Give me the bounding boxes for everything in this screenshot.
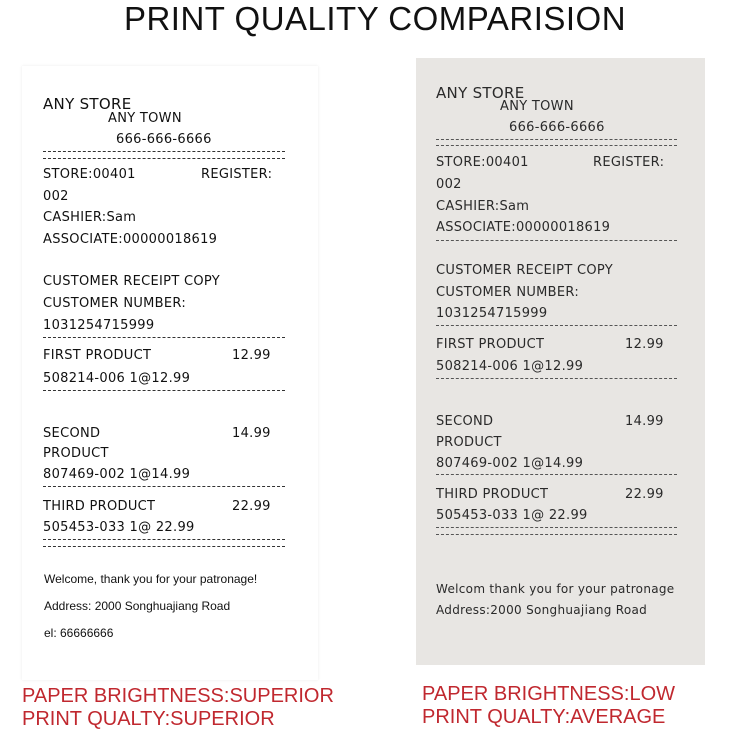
store-telephone: el: 66666666 <box>44 626 114 640</box>
item-name: FIRST PRODUCT <box>436 337 545 352</box>
item-name: SECOND <box>43 426 101 441</box>
customer-number: 1031254715999 <box>43 318 155 333</box>
item-name: THIRD PRODUCT <box>436 487 549 502</box>
receipt-superior <box>22 66 318 680</box>
customer-number-label: CUSTOMER NUMBER: <box>43 296 187 311</box>
item-price: 14.99 <box>232 426 271 441</box>
item-price: 12.99 <box>625 337 664 352</box>
divider <box>43 390 285 391</box>
store-name: ANY STORE <box>436 84 525 102</box>
divider <box>43 539 285 540</box>
register-label: REGISTER: <box>593 155 665 170</box>
register-label: REGISTER: <box>201 167 273 182</box>
cashier: CASHIER:Sam <box>436 199 530 214</box>
store-address: Address:2000 Songhuajiang Road <box>436 603 648 617</box>
paper-brightness-caption: PAPER BRIGHTNESS:LOW <box>422 683 676 705</box>
divider <box>43 158 285 159</box>
print-quality-caption: PRINT QUALTY:AVERAGE <box>422 706 666 728</box>
divider <box>436 240 677 241</box>
associate: ASSOCIATE:00000018619 <box>436 220 611 235</box>
item-code: 505453-033 1@ 22.99 <box>436 508 588 523</box>
store-town: ANY TOWN <box>108 111 182 126</box>
item-code: 505453-033 1@ 22.99 <box>43 520 195 535</box>
receipt-average <box>416 58 705 665</box>
item-code: 807469-002 1@14.99 <box>436 456 584 471</box>
item-code: 508214-006 1@12.99 <box>43 371 191 386</box>
associate: ASSOCIATE:00000018619 <box>43 232 218 247</box>
divider <box>436 378 677 379</box>
register-number: 002 <box>43 189 69 204</box>
welcome-message: Welcome, thank you for your patronage! <box>44 572 258 586</box>
cashier: CASHIER:Sam <box>43 210 137 225</box>
divider <box>436 139 677 140</box>
divider <box>43 337 285 338</box>
divider <box>436 145 677 146</box>
store-number: STORE:00401 <box>436 155 529 170</box>
store-phone: 666-666-6666 <box>116 132 212 147</box>
item-name: FIRST PRODUCT <box>43 348 152 363</box>
divider <box>43 546 285 547</box>
receipt-copy-label: CUSTOMER RECEIPT COPY <box>436 263 614 278</box>
divider <box>436 325 677 326</box>
divider <box>436 534 677 535</box>
customer-number-label: CUSTOMER NUMBER: <box>436 285 580 300</box>
print-quality-caption: PRINT QUALTY:SUPERIOR <box>22 708 275 730</box>
store-town: ANY TOWN <box>500 99 574 114</box>
welcome-message: Welcom thank you for your patronage <box>436 582 675 596</box>
item-price: 22.99 <box>625 487 664 502</box>
receipt-copy-label: CUSTOMER RECEIPT COPY <box>43 274 221 289</box>
item-name: PRODUCT <box>43 446 109 461</box>
store-phone: 666-666-6666 <box>509 120 605 135</box>
store-name: ANY STORE <box>43 95 132 113</box>
store-number: STORE:00401 <box>43 167 136 182</box>
page-title: PRINT QUALITY COMPARISION <box>123 0 627 37</box>
customer-number: 1031254715999 <box>436 306 548 321</box>
item-code: 508214-006 1@12.99 <box>436 359 584 374</box>
item-name: SECOND <box>436 414 494 429</box>
item-price: 12.99 <box>232 348 271 363</box>
item-name: THIRD PRODUCT <box>43 499 156 514</box>
divider <box>436 527 677 528</box>
divider <box>43 151 285 152</box>
register-number: 002 <box>436 177 462 192</box>
divider <box>43 486 285 487</box>
store-address: Address: 2000 Songhuajiang Road <box>44 599 231 613</box>
item-price: 22.99 <box>232 499 271 514</box>
paper-brightness-caption: PAPER BRIGHTNESS:SUPERIOR <box>22 685 334 707</box>
divider <box>436 474 677 475</box>
item-code: 807469-002 1@14.99 <box>43 467 191 482</box>
item-price: 14.99 <box>625 414 664 429</box>
item-name: PRODUCT <box>436 435 502 450</box>
